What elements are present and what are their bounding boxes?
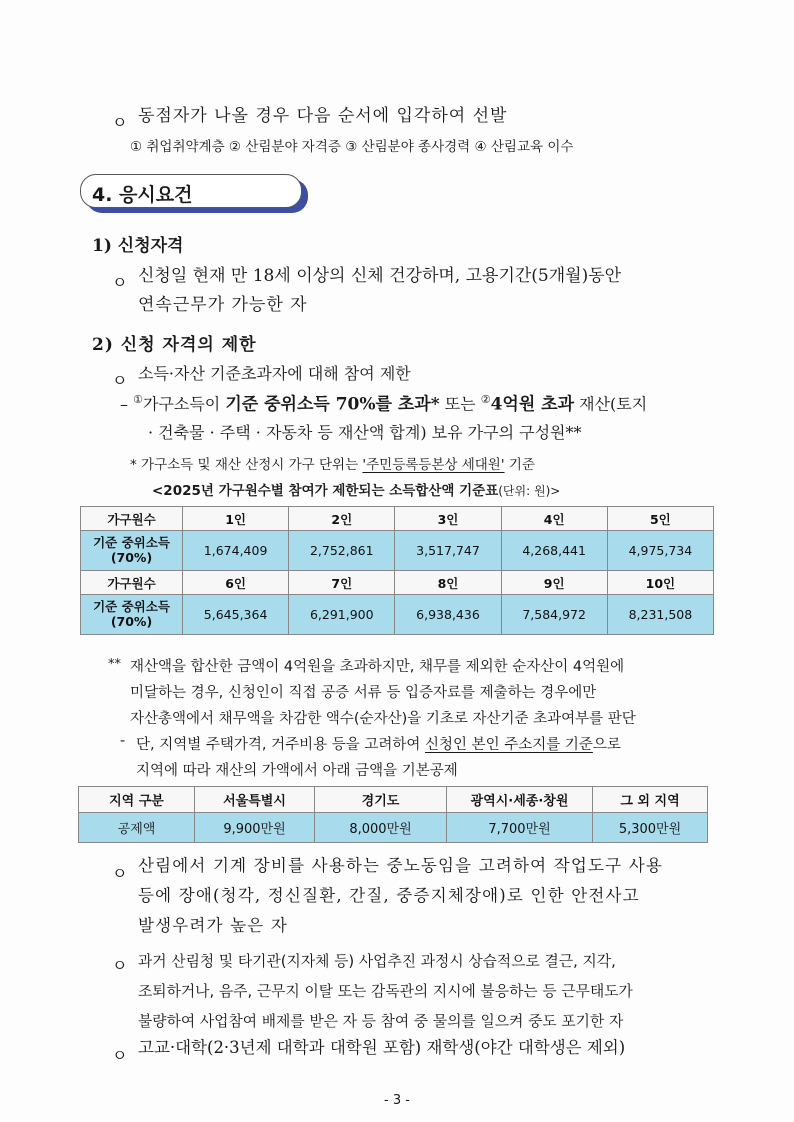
value-cell: 3,517,747 <box>395 531 501 571</box>
members-cell: 3인 <box>395 507 501 531</box>
members-cell: 5인 <box>607 507 713 531</box>
members-cell: 2인 <box>289 507 395 531</box>
value-cell: 8,231,508 <box>607 595 713 635</box>
tie-rule-text: 동점자가 나올 경우 다음 순서에 입각하여 선발 <box>138 106 508 126</box>
members-cell: 4인 <box>501 507 607 531</box>
value-cell: 6,291,900 <box>289 595 395 635</box>
income-pct: (70%) <box>110 613 153 629</box>
circle-one-mark: ① <box>133 393 143 406</box>
criteria-part3: 재산(토지 <box>574 394 648 414</box>
value-cell: 6,938,436 <box>395 595 501 635</box>
row-label-members: 가구원수 <box>81 571 183 595</box>
members-cell: 10인 <box>607 571 713 595</box>
table-unit: (단위: 원)> <box>498 484 561 498</box>
value-cell: 7,700만원 <box>447 813 593 843</box>
table-row <box>79 813 708 843</box>
criteria-asset-bold: 4억원 초과 <box>490 394 575 415</box>
bullet: ㅇ <box>112 273 128 292</box>
value-cell: 8,000만원 <box>315 813 447 843</box>
table-row <box>81 595 714 635</box>
restriction-item2-line3: 불량하여 사업참여 배제를 받은 자 등 참여 중 물의를 일으켜 중도 포기한 자 <box>138 1013 624 1030</box>
subnote-underlined: 신청인 본인 주소지를 기준 <box>425 737 593 753</box>
bullet: ㅇ <box>112 371 128 390</box>
eligibility-line1: 신청일 현재 만 18세 이상의 신체 건강하며, 고용기간(5개월)동안 <box>138 266 622 286</box>
table-row <box>81 507 714 531</box>
table-row <box>81 571 714 595</box>
value-cell: 7,584,972 <box>501 595 607 635</box>
value-cell: 5,645,364 <box>183 595 289 635</box>
value-cell: 9,900만원 <box>195 813 315 843</box>
asset-note-line1: 재산액을 합산한 금액이 4억원을 초과하지만, 채무를 제외한 순자산이 4억원에 <box>130 659 625 675</box>
restriction-item3-line1: 고교·대학(2·3년제 대학과 대학원 포함) 재학생(야간 대학생은 제외) <box>138 1038 626 1057</box>
restriction-line2: · 건축물 · 주택 · 자동차 등 재산액 합계) 보유 가구의 구성원** <box>148 423 582 442</box>
deduction-table <box>78 786 708 843</box>
bullet: ㅇ <box>112 1046 128 1065</box>
asset-subnote-line1 <box>136 733 621 754</box>
note-underlined: '주민등록등본상 세대원' <box>362 457 505 473</box>
income-label: 기준 중위소득 <box>93 535 170 551</box>
dash: - <box>120 733 126 749</box>
restriction-intro: 소득·자산 기준초과자에 대해 참여 제한 <box>138 364 411 383</box>
restriction-item2-line2: 조퇴하거나, 음주, 근무지 이탈 또는 감독관의 지시에 불응하는 등 근무태도가 <box>138 983 633 1000</box>
dash: – <box>120 394 128 414</box>
asset-note-line2: 미달하는 경우, 신청인이 직접 공증 서류 등 입증자료를 제출하는 경우에만 <box>130 685 597 701</box>
row-label-members: 가구원수 <box>81 507 183 531</box>
table-title: <2025년 가구원수별 참여가 제한되는 소득합산액 기준표 <box>152 483 499 499</box>
income-label: 기준 중위소득 <box>93 599 170 615</box>
members-cell: 7인 <box>289 571 395 595</box>
table-row <box>81 531 714 571</box>
criteria-part1: 가구소득이 <box>142 394 226 414</box>
value-cell: 5,300만원 <box>593 813 708 843</box>
restriction-item1-line1: 산림에서 기계 장비를 사용하는 중노동임을 고려하여 작업도구 사용 <box>138 856 664 875</box>
members-cell: 6인 <box>183 571 289 595</box>
bullet: ㅇ <box>112 113 128 132</box>
bullet: ㅇ <box>112 864 128 883</box>
header-cell: 광역시·세종·창원 <box>447 787 593 813</box>
header-cell: 서울특별시 <box>195 787 315 813</box>
subnote-part-a: 단, 지역별 주택가격, 거주비용 등을 고려하여 <box>136 737 425 753</box>
eligibility-line2: 연속근무가 가능한 자 <box>138 295 308 315</box>
note-prefix: * 가구소득 및 재산 산정시 가구 단위는 <box>130 457 363 473</box>
value-cell: 2,752,861 <box>289 531 395 571</box>
restriction-heading: 2) 신청 자격의 제한 <box>92 335 257 355</box>
note-suffix: 기준 <box>504 457 535 473</box>
double-asterisk: ** <box>108 657 121 672</box>
members-cell: 8인 <box>395 571 501 595</box>
tie-rule-order: ① 취업취약계층 ② 산림분야 자격증 ③ 산림분야 종사경력 ④ 산림교육 이수 <box>130 139 574 155</box>
asset-note-line3: 자산총액에서 채무액을 차감한 액수(순자산)을 기초로 자산기준 초과여부를 판단 <box>130 711 636 727</box>
members-cell: 1인 <box>183 507 289 531</box>
table-caption <box>152 479 560 499</box>
value-cell: 4,975,734 <box>607 531 713 571</box>
restriction-item1-line2: 등에 장애(청각, 정신질환, 간질, 중증지체장애)로 인한 안전사고 <box>138 886 640 905</box>
bullet: ㅇ <box>112 956 128 975</box>
value-cell: 공제액 <box>79 813 195 843</box>
restriction-item1-line3: 발생우려가 높은 자 <box>138 916 289 935</box>
income-threshold-table <box>80 506 714 635</box>
subnote-part-b: 으로 <box>592 737 621 753</box>
row-label-income <box>81 595 183 635</box>
value-cell: 1,674,409 <box>183 531 289 571</box>
asset-subnote-line2: 지역에 따라 재산의 가액에서 아래 금액을 기본공제 <box>136 763 458 779</box>
header-cell: 그 외 지역 <box>593 787 708 813</box>
eligibility-heading: 1) 신청자격 <box>92 236 184 256</box>
header-cell: 지역 구분 <box>79 787 195 813</box>
criteria-income-bold: 기준 중위소득 70%를 초과* <box>225 394 440 415</box>
header-cell: 경기도 <box>315 787 447 813</box>
circle-two-mark: ② <box>480 393 491 406</box>
page-number: - 3 - <box>384 1093 410 1108</box>
section-title: 4. 응시요건 <box>92 184 193 206</box>
members-cell: 9인 <box>501 571 607 595</box>
income-pct: (70%) <box>110 549 153 565</box>
row-label-income <box>81 531 183 571</box>
restriction-criteria-line <box>120 394 647 413</box>
section-header <box>80 174 302 208</box>
restriction-item2-line1: 과거 산림청 및 타기관(지자체 등) 사업추진 과정시 상습적으로 결근, 지각, <box>138 953 616 970</box>
criteria-part2: 또는 <box>439 394 481 414</box>
household-unit-note <box>130 453 535 473</box>
value-cell: 4,268,441 <box>501 531 607 571</box>
table-row <box>79 787 708 813</box>
